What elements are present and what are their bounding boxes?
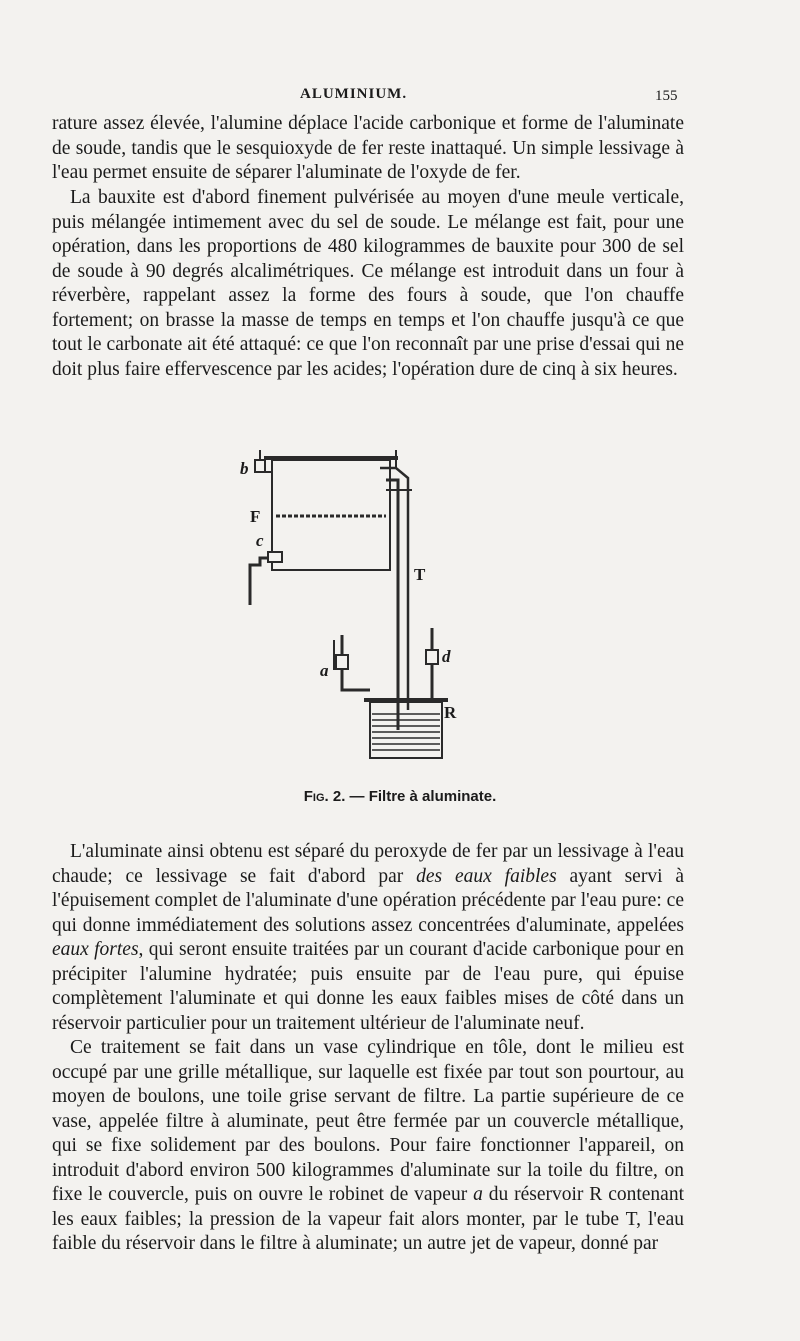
label-a: a bbox=[320, 661, 329, 680]
label-t: T bbox=[414, 565, 426, 584]
tube-t bbox=[386, 480, 398, 730]
paragraph-4-part-2: du réservoir R contenant les eaux faibles; la pression de la vapeur fait alors monter, par le tube T, l'eau faible du réservoir dans le filtre à aluminate; un autre jet de vapeur, donné par bbox=[52, 1184, 684, 1254]
label-r: R bbox=[444, 703, 457, 722]
paragraph-3-part-3: , qui seront ensuite traitées par un courant d'acide carbonique pour en précipiter l'alumine hydratée; puis ensuite par de l'eau pure, qui épuise complètement l'aluminate et qui donne les eaux faibles mises de côté dans un réservoir particulier pour un traitement ultérieur de l'aluminate neuf. bbox=[52, 939, 684, 1034]
paragraph-3 bbox=[52, 840, 684, 1036]
paragraph-1: rature assez élevée, l'alumine déplace l'acide carbonique et forme de l'aluminate de soude, tandis que le sesquioxyde de fer reste inattaqué. Un simple lessivage à l'eau permet ensuite de séparer l'aluminate de l'oxyde de fer. bbox=[52, 113, 684, 183]
running-head bbox=[0, 86, 800, 110]
paragraph-3-emphasis-2: eaux fortes bbox=[52, 939, 139, 960]
page-number: 155 bbox=[655, 88, 678, 104]
paragraph-4 bbox=[52, 1036, 684, 1257]
figure-caption-text: — Filtre à aluminate. bbox=[345, 788, 497, 805]
paragraph-4-emphasis-1: a bbox=[473, 1184, 483, 1205]
label-c: c bbox=[256, 531, 264, 550]
label-f: F bbox=[250, 507, 261, 526]
tap-c-pipe bbox=[250, 558, 272, 605]
paragraph-4-part-1: Ce traitement se fait dans un vase cylindrique en tôle, dont le milieu est occupé par une grille métallique, sur laquelle est fixée par tout son pourtour, au moyen de boulons, une toile grise servant de filtre. La partie supérieure de ce vase, appelée filtre à aluminate, peut être fermée par un couvercle métallique, qui se fixe solidement par des boulons. Pour faire fonctionner l'appareil, on introduit d'abord environ 500 kilogrammes d'aluminate sur la toile du filtre, on fixe le couvercle, puis on ouvre le robinet de vapeur bbox=[52, 1037, 684, 1205]
paragraph-3-emphasis-1: des eaux faibles bbox=[416, 865, 557, 887]
paragraph-3-part-2: ayant servi à l'épuisement complet de l'aluminate d'une opération précédente par l'eau pure: ce qui donne immédiatement des solutions assez concentrées d'aluminate, appelées bbox=[52, 865, 684, 936]
label-b: b bbox=[240, 459, 249, 478]
figure-filtre bbox=[220, 440, 520, 785]
running-title: ALUMINIUM. bbox=[300, 86, 408, 102]
filter-apparatus-drawing bbox=[220, 440, 520, 785]
figure-number: Fig. 2. bbox=[303, 788, 346, 805]
figure-caption bbox=[0, 788, 800, 805]
paragraph-3-part-1: L'aluminate ainsi obtenu est séparé du peroxyde de fer par un lessivage à l'eau chaude; ce lessivage se fait d'abord par bbox=[52, 841, 684, 887]
paragraph-2: La bauxite est d'abord finement pulvérisée au moyen d'une meule verticale, puis mélangée intimement avec du sel de soude. Le mélange est fait, pour une opération, dans les proportions de 480 kilogrammes de bauxite pour 300 de sel de soude à 90 degrés alcalimétriques. Ce mélange est introduit dans un four à réverbère, rappelant assez la forme des fours à soude, que l'on chauffe fortement; on brasse la masse de temps en temps et l'on chauffe jusqu'à ce que tout le carbonate ait été attaqué: ce que l'on reconnaît par une prise d'essai qui ne doit plus faire effervescence par les acides; l'opération dure de cinq à six heures. bbox=[52, 187, 684, 380]
label-d: d bbox=[442, 647, 451, 666]
